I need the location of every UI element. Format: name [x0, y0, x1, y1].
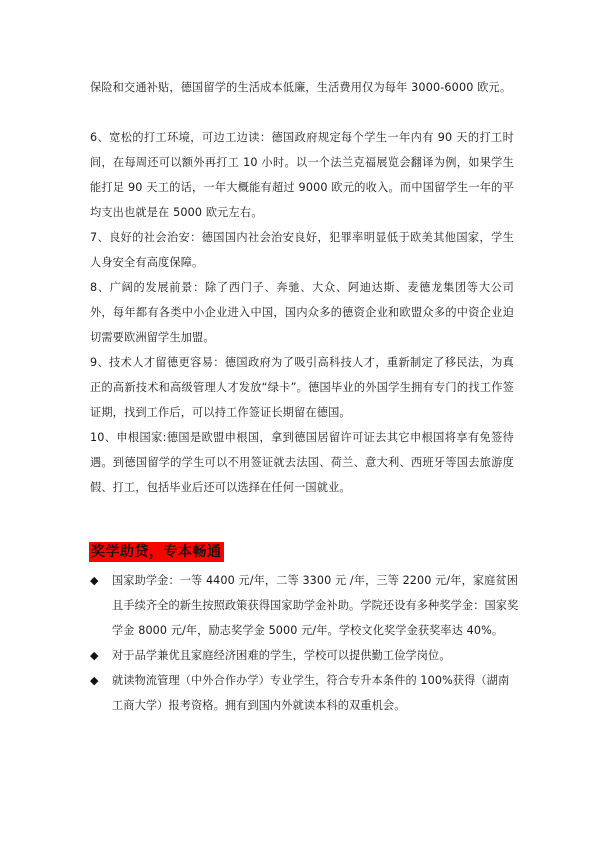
scholarship-bullet-list	[90, 568, 520, 718]
section-heading-scholarship: 奖学助贷，专本畅通	[91, 544, 222, 560]
list-item-national-grant	[90, 568, 520, 643]
paragraph-part-time-work: 6、宽松的打工环境，可边工边读：德国政府规定每个学生一年内有 90 天的打工时间，在每周还可以额外再打工 10 小时。以一个法兰克福展览会翻译为例，如果学生能打足 90 天工的话，一年大概能有超过 9000 欧元的收入。而中国留学生一年的平均支出也就是在 5000 欧元左右。	[90, 131, 514, 219]
paragraph-living-cost: 保险和交通补贴，德国留学的生活成本低廉，生活费用仅为每年 3000-6000 欧元。	[90, 81, 512, 94]
paragraph-career-prospects: 8、广阔的发展前景：除了西门子、奔驰、大众、阿迪达斯、麦德龙集团等大公司外，每年都有各类中小企业进入中国，国内众多的德资企业和欧盟众多的中资企业迫切需要欧洲留学生加盟。	[90, 281, 514, 344]
diamond-bullet-icon: ◆	[90, 574, 99, 587]
list-item-text: 对于品学兼优且家庭经济困难的学生，学校可以提供勤工俭学岗位。	[112, 649, 451, 662]
list-item-text: 国家助学金：一等 4400 元/年，二等 3300 元 /年，三等 2200 元/年，家庭贫困且手续齐全的新生按照政策获得国家助学金补助。学院还设有多种奖学金：国家奖学金 8000 元/年，励志奖学金 5000 元/年。学校文化奖学金获奖率达 40%。	[112, 574, 519, 637]
paragraph-tech-talent: 9、技术人才留德更容易：德国政府为了吸引高科技人才，重新制定了移民法，为真正的高新技术和高级管理人才发放“绿卡”。德国毕业的外国学生拥有专门的找工作签证期，找到工作后，可以持工作签证长期留在德国。	[90, 356, 514, 419]
paragraph-schengen: 10、申根国家:德国是欧盟申根国，拿到德国居留许可证去其它申根国将享有免签待遇。到德国留学的学生可以不用签证就去法国、荷兰、意大利、西班牙等国去旅游度假、打工，包括毕业后还可以选择在任何一国就业。	[90, 431, 514, 494]
list-item-upgrade-path	[90, 668, 520, 718]
list-item-work-study	[90, 643, 520, 668]
paragraph-public-safety: 7、良好的社会治安：德国国内社会治安良好，犯罪率明显低于欧美其他国家，学生人身安全有高度保障。	[90, 231, 514, 269]
list-item-text: 就读物流管理（中外合作办学）专业学生，符合专升本条件的 100%获得（湖南工商大学）报考资格。拥有到国内外就读本科的双重机会。	[112, 674, 510, 712]
diamond-bullet-icon: ◆	[90, 649, 99, 662]
diamond-bullet-icon: ◆	[90, 674, 99, 687]
